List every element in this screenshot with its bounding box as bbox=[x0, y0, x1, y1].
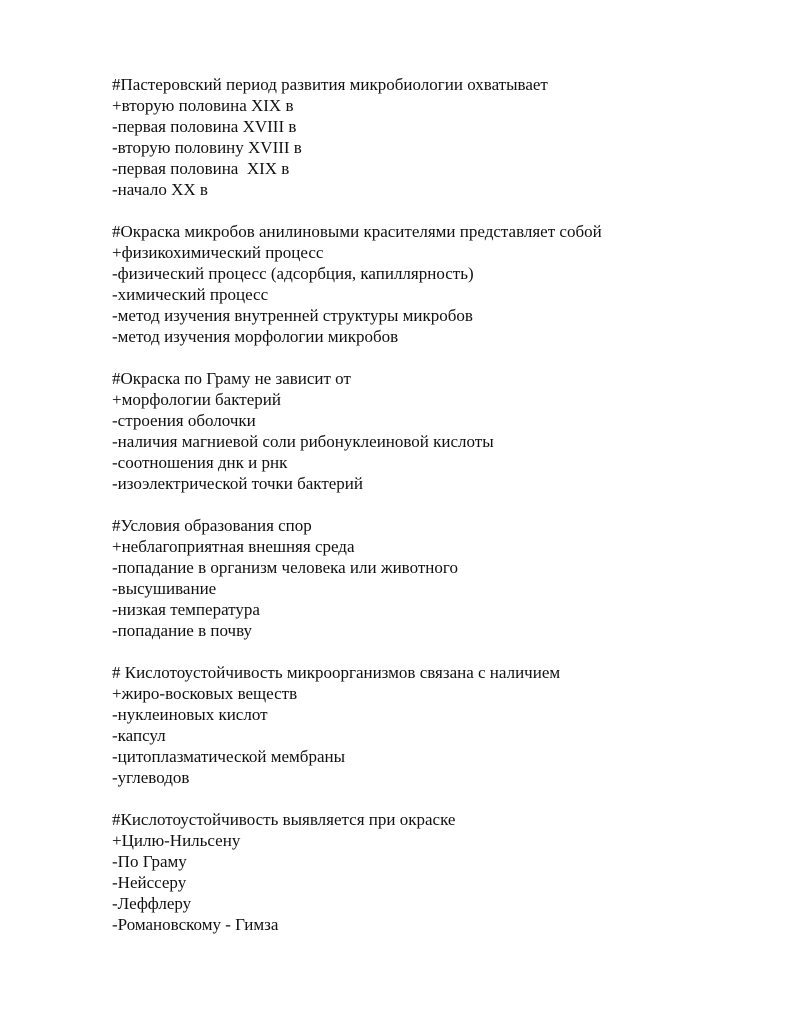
answer-option: +вторую половина XIX в bbox=[112, 96, 294, 115]
question-block bbox=[112, 662, 712, 788]
answer-option: -вторую половину XVIII в bbox=[112, 138, 302, 157]
answer-option: -По Граму bbox=[112, 852, 187, 871]
question-stem: #Пастеровский период развития микробиологии охватывает bbox=[112, 75, 548, 94]
answer-option: -изоэлектрической точки бактерий bbox=[112, 474, 363, 493]
question-block bbox=[112, 368, 712, 494]
answer-option: -Романовскому - Гимза bbox=[112, 915, 279, 934]
answer-option: +жиро-восковых веществ bbox=[112, 684, 298, 703]
answer-option: +Цилю-Нильсену bbox=[112, 831, 241, 850]
question-block bbox=[112, 515, 712, 641]
answer-option: -наличия магниевой соли рибонуклеиновой кислоты bbox=[112, 432, 494, 451]
question-block bbox=[112, 221, 712, 347]
question-stem: # Кислотоустойчивость микроорганизмов связана с наличием bbox=[112, 663, 561, 682]
answer-option: -высушивание bbox=[112, 579, 217, 598]
document-body bbox=[112, 74, 712, 956]
question-stem: #Окраска микробов анилиновыми красителями представляет собой bbox=[112, 222, 602, 241]
answer-option: -низкая температура bbox=[112, 600, 260, 619]
answer-option: -начало XX в bbox=[112, 180, 208, 199]
answer-option: -попадание в почву bbox=[112, 621, 253, 640]
answer-option: +физикохимический процесс bbox=[112, 243, 324, 262]
answer-option: -первая половина XIX в bbox=[112, 159, 290, 178]
question-stem: #Условия образования спор bbox=[112, 516, 312, 535]
answer-option: +неблагоприятная внешняя среда bbox=[112, 537, 355, 556]
answer-option: -нуклеиновых кислот bbox=[112, 705, 268, 724]
answer-option: -Леффлеру bbox=[112, 894, 192, 913]
answer-option: -физический процесс (адсорбция, капиллярность) bbox=[112, 264, 474, 283]
answer-option: -углеводов bbox=[112, 768, 190, 787]
answer-option: -метод изучения морфологии микробов bbox=[112, 327, 399, 346]
answer-option: -метод изучения внутренней структуры микробов bbox=[112, 306, 473, 325]
answer-option: -соотношения днк и рнк bbox=[112, 453, 288, 472]
answer-option: -Нейссеру bbox=[112, 873, 187, 892]
answer-option: -первая половина XVIII в bbox=[112, 117, 297, 136]
answer-option: -строения оболочки bbox=[112, 411, 256, 430]
answer-option: -химический процесс bbox=[112, 285, 269, 304]
answer-option: -цитоплазматической мембраны bbox=[112, 747, 346, 766]
question-stem: #Окраска по Граму не зависит от bbox=[112, 369, 351, 388]
question-block bbox=[112, 74, 712, 200]
question-block bbox=[112, 809, 712, 935]
question-stem: #Кислотоустойчивость выявляется при окраске bbox=[112, 810, 456, 829]
answer-option: -попадание в организм человека или животного bbox=[112, 558, 458, 577]
answer-option: +морфологии бактерий bbox=[112, 390, 281, 409]
answer-option: -капсул bbox=[112, 726, 166, 745]
